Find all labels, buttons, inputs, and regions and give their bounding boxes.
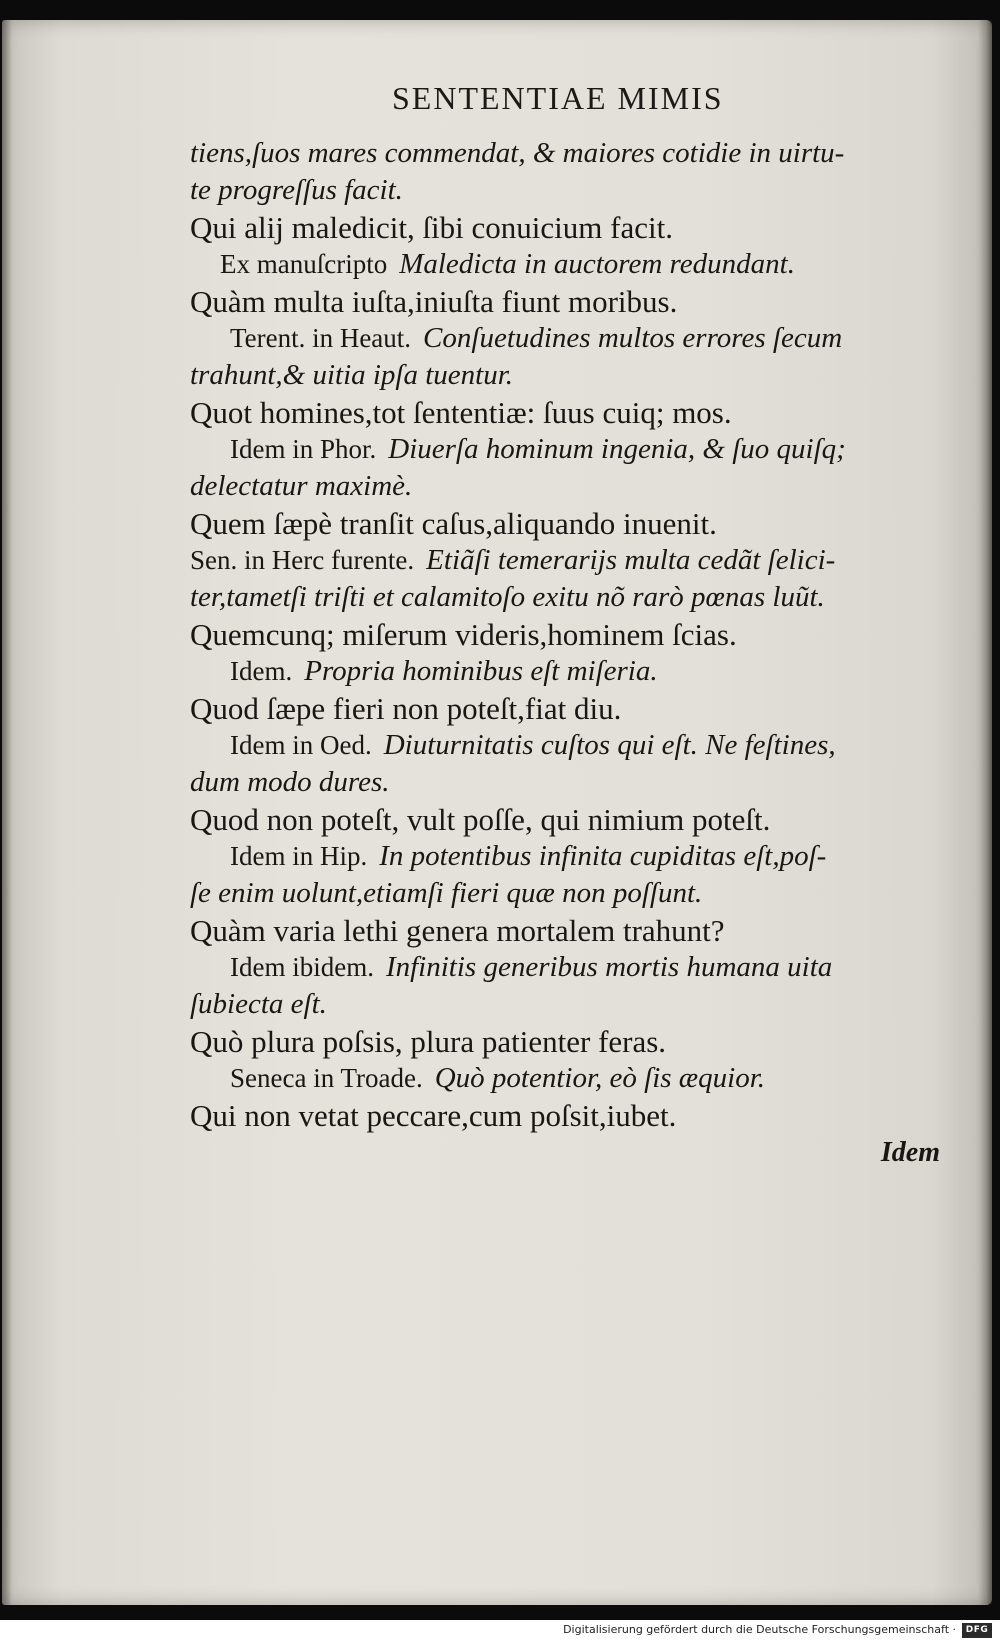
sentence-line-19: Quod non poteſt, vult poſſe, qui nimium poteſt. [190,802,771,837]
commentary-line-23: Idem ibidem. Infinitis generibus mortis humana uita [230,951,833,983]
sentence-line-8: Quot homines,tot ſententiæ: ſuus cuiq; mos. [190,395,732,430]
text-line-7: trahunt,& uitia ipſa tuentur. [190,359,514,391]
text-line-21: ſe enim uolunt,etiamſi fieri quæ non poſſunt. [190,877,703,909]
source-ref: Terent. in Heaut. [230,323,412,353]
source-ref: Idem in Phor. [230,434,377,464]
commentary-line-26: Seneca in Troade. Quò potentior, eò ſis æquior. [230,1062,766,1094]
commentary-line-15: Idem. Propria hominibus eſt miſeria. [230,655,658,687]
source-ref: Idem ibidem. [230,952,374,982]
commentary-line-20: Idem in Hip. In potentibus infinita cupiditas eſt,poſ- [230,840,827,872]
commentary-line-9: Idem in Phor. Diuerſa hominum ingenia, & ſuo quiſq; [230,433,846,465]
running-header: SENTENTIAE MIMIS [392,80,724,116]
catchword: Idem [880,1137,940,1168]
text-line-2: te progreſſus facit. [190,174,403,206]
source-ref: Idem. [230,656,293,686]
text-block [190,135,970,1171]
sentence-line-5: Quàm multa iuſta,iniuſta fiunt moribus. [190,284,678,319]
sentence-line-27: Qui non vetat peccare,cum poſsit,iubet. [190,1098,677,1133]
source-ref: Sen. in Herc furente. [190,545,415,575]
text-line-18: dum modo dures. [190,766,390,798]
text-line-13: ter,tametſi triſti et calamitoſo exitu nõ rarò pœnas luũt. [190,581,825,613]
source-ref: Seneca in Troade. [230,1063,423,1093]
sentence-line-22: Quàm varia lethi genera mortalem trahunt? [190,913,725,948]
commentary-line-4: Ex manuſcripto Maledicta in auctorem redundant. [220,248,795,280]
text-line-10: delectatur maximè. [190,470,413,502]
footer-bar [0,1620,1000,1642]
page-gutter-shadow [2,20,12,1605]
commentary-line-6: Terent. in Heaut. Conſuetudines multos errores ſecum [230,322,843,354]
text-line-24: ſubiecta eſt. [190,988,327,1020]
sentence-line-11: Quem ſæpè tranſit caſus,aliquando inuenit. [190,506,717,541]
sentence-line-14: Quemcunq; miſerum videris,hominem ſcias. [190,617,737,652]
text-line-1: tiens,ſuos mares commendat, & maiores cotidie in uirtu- [190,137,845,169]
source-ref: Ex manuſcripto [220,249,388,279]
sentence-line-3: Qui alij maledicit, ſibi conuicium facit. [190,210,673,245]
commentary-line-17: Idem in Oed. Diuturnitatis cuſtos qui eſt. Ne feſtines, [230,729,836,761]
source-ref: Idem in Hip. [230,841,368,871]
commentary-line-12: Sen. in Herc furente. Etiãſi temerarijs multa cedãt ſelici- [190,544,836,576]
sentence-line-25: Quò plura poſsis, plura patienter feras. [190,1024,667,1059]
page-edge-shadow [978,20,992,1605]
dfg-logo: DFG [962,1623,992,1638]
footer-credit: Digitalisierung gefördert durch die Deutsche Forschungsgemeinschaft · [563,1623,956,1636]
source-ref: Idem in Oed. [230,730,372,760]
sentence-line-16: Quod ſæpe fieri non poteſt,fiat diu. [190,691,622,726]
